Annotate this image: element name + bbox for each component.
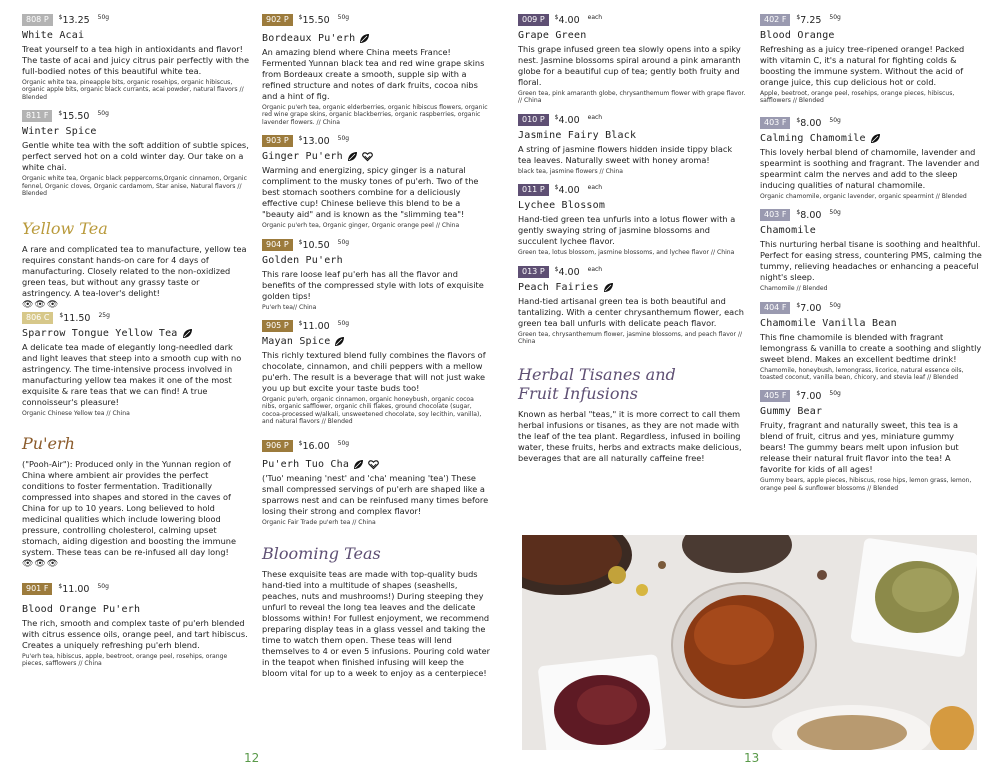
tea-name: White Acai xyxy=(22,30,85,41)
tea-mayan-spice xyxy=(262,320,490,426)
section-title-puerh: Pu'erh xyxy=(22,433,75,453)
tea-grape-green xyxy=(518,14,746,105)
product-code: 010 P xyxy=(518,114,549,126)
page-number-right: 13 xyxy=(744,751,760,765)
tea-peach-fairies xyxy=(518,266,746,346)
tea-name: Lychee Blossom xyxy=(518,200,606,212)
tea-name: Grape Green xyxy=(518,30,587,41)
leaf-icon xyxy=(334,336,345,347)
leaf-icon xyxy=(359,33,370,44)
product-code: 901 F xyxy=(22,583,52,595)
tea-sparrow-tongue xyxy=(22,312,250,417)
tea-description: Treat yourself to a tea high in antioxidants and flavor! The taste of acai and juicy citrus pair perfectly with the full-bodied notes of this beautiful white tea. xyxy=(22,44,250,76)
tea-name: Peach Fairies xyxy=(518,281,599,293)
tea-name-row xyxy=(518,282,746,293)
tea-name-row xyxy=(22,328,250,339)
tea-ingredients: black tea, jasmine flowers // China xyxy=(518,167,624,175)
column-3 xyxy=(518,14,746,464)
unit: each xyxy=(587,14,603,21)
leaf-icon xyxy=(353,459,364,470)
tea-blood-orange-puerh xyxy=(22,583,250,668)
unit: 50g xyxy=(829,301,841,309)
tea-calming-chamomile xyxy=(760,117,982,200)
product-code: 905 P xyxy=(262,320,293,332)
tea-name-row xyxy=(262,151,490,162)
tea-ingredients: Organic pu'erh tea, Organic ginger, Organic orange peel // China xyxy=(262,222,460,230)
tea-winter-spice xyxy=(22,110,250,197)
tea-ingredients: Organic Chinese Yellow tea // China xyxy=(22,410,130,418)
tea-name: Winter Spice xyxy=(22,126,97,138)
product-code: 904 P xyxy=(262,239,293,251)
tea-ingredients: Green tea, lotus blossom, jasmine blossoms, and lychee flavor // China xyxy=(518,249,735,257)
price: $7.00 xyxy=(796,301,822,314)
column-1 xyxy=(22,14,250,677)
tea-jasmine-fairy-black xyxy=(518,114,746,175)
product-code: 011 P xyxy=(518,184,549,196)
tea-name-row xyxy=(262,459,490,470)
tea-ingredients: Chamomile // Blended xyxy=(760,285,828,293)
product-code: 402 F xyxy=(760,14,790,26)
price: $4.00 xyxy=(554,265,580,278)
price: $7.25 xyxy=(796,14,822,27)
tea-description: This rare loose leaf pu'erh has all the flavor and benefits of the compressed style with lots of exquisite golden tips! xyxy=(262,268,484,301)
tea-name: Chamomile Vanilla Bean xyxy=(760,317,897,329)
unit: 50g xyxy=(829,14,841,21)
tea-name-row xyxy=(262,33,490,44)
price: $7.00 xyxy=(796,390,822,403)
tea-description: This nurturing herbal tisane is soothing and healthful. Perfect for easing stress, countering PMS, calming the tummy, relieving headaches or enhancing a peaceful night's sleep. xyxy=(760,239,982,283)
tea-gummy-bear xyxy=(760,390,982,492)
tea-name: Ginger Pu'erh xyxy=(262,151,343,163)
price: $11.00 xyxy=(298,320,330,333)
tea-description: Gentle white tea with the soft addition of subtle spices, perfect served hot on a cold winter day. Our take on a white chai. xyxy=(22,140,249,173)
product-code: 013 P xyxy=(518,266,549,278)
unit: 50g xyxy=(337,14,350,21)
heart-hands-icon xyxy=(362,151,373,162)
tea-golden-puerh xyxy=(262,239,490,311)
tea-bordeaux-puerh xyxy=(262,14,490,126)
price: $13.25 xyxy=(58,14,90,27)
tea-description: An amazing blend where China meets France! Fermented Yunnan black tea and red wine grape skins from Bordeaux create a smooth, supple sip with a refined structure and notes of dark fruits, cocoa nibs and a hint of fig. xyxy=(262,47,485,101)
page-number-left: 12 xyxy=(244,751,260,765)
product-code: 806 C xyxy=(22,312,53,324)
tea-name: Jasmine Fairy Black xyxy=(518,129,637,141)
tea-ingredients: Pu'erh tea, hibiscus, apple, beetroot, orange peel, rosehips, orange pieces, safflowers // China xyxy=(22,652,228,668)
tea-description: The rich, smooth and complex taste of pu'erh blended with citrus essence oils, orange peel, and tart hibiscus. Creates a uniquely refreshing pu'erh blend. xyxy=(22,617,248,650)
unit: 50g xyxy=(829,209,841,217)
tea-description: Hand-tied artisanal green tea is both beautiful and tantalizing. With a center chrysanthemum flower, each green tea ball unfurls with delicate peach flavor. xyxy=(518,295,744,328)
tea-name-row xyxy=(760,133,982,144)
section-text-blooming-teas: These exquisite teas are made with top-quality buds hand-tied into a multitude of shapes (seashells, peaches, nuts and mushrooms!) During steeping they unfurl to reveal the long tea leaves and the delicate blossoms within! For fullest enjoyment, we recommend preparing display teas in a glass vessel and taking the time to watch them open. These teas will lend themselves to 4 or even 5 infusions. Pouring cold water in the teapot when finished infusing will keep the bloom vital for up to a week to enjoy as a centerpiece! xyxy=(262,569,491,679)
tea-name: Blood Orange Pu'erh xyxy=(22,603,141,615)
tea-ginger-puerh xyxy=(262,135,490,229)
leaf-icon xyxy=(870,133,881,144)
tea-description: Fruity, fragrant and naturally sweet, this tea is a blend of fruit, citrus and yes, miniature gummy bears! The gummy bears melt upon infusion but release their natural fruit flavor into the tea! A favorite for kids of all ages! xyxy=(760,420,959,475)
tea-name: Gummy Bear xyxy=(760,406,823,418)
product-code: 405 F xyxy=(760,390,790,402)
price: $10.50 xyxy=(298,238,330,251)
column-4 xyxy=(760,14,982,501)
price: $4.00 xyxy=(554,113,580,126)
tea-description: ('Tuo' meaning 'nest' and 'cha' meaning 'tea') These small compressed servings of pu'erh are shaped like a sparrows nest and can be reinfused many times before losing their strong and complex flavor! xyxy=(262,472,489,516)
tea-chamomile xyxy=(760,209,982,292)
eyes-icon: 👁👁👁 xyxy=(22,300,60,311)
product-code: 902 P xyxy=(262,14,293,26)
tea-name-row xyxy=(262,336,490,347)
unit: 50g xyxy=(829,116,841,124)
product-code: 403 F xyxy=(760,117,790,129)
section-text-yellow-tea: A rare and complicated tea to manufacture, yellow tea requires constant hands-on care for 4 days of manufacturing. Closely related to the non-oxidized green teas, but without any grassy taste or astringency. A tea-lover's delight! xyxy=(22,244,247,299)
product-code: 906 P xyxy=(262,440,293,452)
leaf-icon xyxy=(347,151,358,162)
section-text-herbal-tisanes: Known as herbal "teas," it is more correct to call them herbal infusions or tisanes, as they are not made with the leaf of the tea plant. Regardless, infused in boiling water, these fruits, herbs and extracts make delicious, beverages that are all naturally caffeine free! xyxy=(518,409,742,464)
tea-name: Bordeaux Pu'erh xyxy=(262,33,356,44)
tea-ingredients: Green tea, pink amaranth globe, chrysanthemum flower with grape flavor. // China xyxy=(518,90,746,105)
tea-name: Calming Chamomile xyxy=(760,132,866,144)
tea-ingredients: Pu'erh tea// China xyxy=(262,303,317,311)
unit: each xyxy=(587,113,603,121)
tea-name: Chamomile xyxy=(760,225,816,237)
tea-name: Mayan Spice xyxy=(262,336,331,348)
tea-ingredients: Green tea, chrysanthemum flower, jasmine blossoms, and peach flavor // China xyxy=(518,330,743,346)
tea-ingredients: Organic Fair Trade pu'erh tea // China xyxy=(262,518,376,526)
tea-description: A string of jasmine flowers hidden inside tippy black tea leaves. Naturally sweet with honey aroma! xyxy=(518,143,733,165)
tea-ingredients: Organic chamomile, organic lavender, organic spearmint // Blended xyxy=(760,192,967,200)
heart-hands-icon xyxy=(368,459,379,470)
tea-description: This richly textured blend fully combines the flavors of chocolate, cinnamon, and chili peppers with a mellow pu'erh. The result is a beverage that will not just wake you up but excite your taste buds too! xyxy=(262,350,486,394)
product-code: 903 P xyxy=(262,135,293,147)
tea-chamomile-vanilla-bean xyxy=(760,302,982,382)
tea-ingredients: Organic pu'erh tea, organic elderberries, organic hibiscus flowers, organic red wine grape skins, organic blackberries, organic raspberries, organic lavender flowers. // China xyxy=(262,104,488,126)
eyes-icon: 👁👁👁 xyxy=(22,558,60,569)
price: $15.50 xyxy=(58,110,90,123)
unit: 50g xyxy=(337,320,350,328)
tea-ingredients: Gummy bears, apple pieces, hibiscus, rose hips, lemon grass, lemon, orange peel & sunflower blossoms // Blended xyxy=(760,477,972,492)
section-text-puerh: ("Pooh-Air"): Produced only in the Yunnan region of China where ambient air provides the perfect conditions to foster fermentation. Traditionally compressed into shapes and stored in the caves of China for up to 10 years. Long believed to hold medicinal qualities which include lowering blood pressure, controlling cholesterol, calming upset stomach, aiding digestion and boosting the immune system. These teas can be re-infused all day long! xyxy=(22,458,237,557)
leaf-icon xyxy=(603,282,614,293)
tea-description: This grape infused green tea slowly opens into a spiky nest. Jasmine blossoms spiral around a pink amaranth globe for a beautiful cup of tea; gently both fruity and floral. xyxy=(518,44,741,87)
price: $4.00 xyxy=(554,184,580,197)
tea-photo xyxy=(522,535,977,750)
product-code: 404 F xyxy=(760,302,790,314)
tea-name: Pu'erh Tuo Cha xyxy=(262,458,350,470)
section-title-herbal-tisanes: Herbal Tisanes and Fruit Infusions xyxy=(518,365,676,404)
tea-ingredients: Apple, beetroot, orange peel, rosehips, orange pieces, hibiscus, safflowers // Blended xyxy=(760,90,955,105)
price: $15.50 xyxy=(298,14,330,27)
tea-ingredients: Chamomile, honeybush, lemongrass, licorice, natural essence oils, toasted coconut, vanilla bean, chicory, and stevia leaf // Blended xyxy=(760,366,964,382)
tea-name: Sparrow Tongue Yellow Tea xyxy=(22,328,178,340)
unit: each xyxy=(587,265,603,273)
product-code: 808 P xyxy=(22,14,53,26)
price: $11.00 xyxy=(58,582,90,595)
price: $8.00 xyxy=(796,116,822,129)
tea-description: A delicate tea made of elegantly long-needled dark and light leaves that steep into a smooth cup with no astringency. The time-intensive process involved in manufacturing yellow tea makes it one of the most exquisite & rare teas that we can find! A true connoisseur's pleasure! xyxy=(22,342,242,408)
unit: 50g xyxy=(829,390,841,398)
price: $16.00 xyxy=(298,439,330,452)
unit: 50g xyxy=(337,238,350,246)
unit: 50g xyxy=(337,439,350,447)
tea-white-acai xyxy=(22,14,250,101)
tea-ingredients: Organic white tea, pineapple bits, organic rosehips, organic hibiscus, organic apple bits, organic black currants, acai powder, natural flavors // Blended xyxy=(22,79,244,101)
tea-description: Refreshing as a juicy tree-ripened orange! Packed with vitamin C, it's a natural for fighting colds & boosting the immune system. Without the acid of orange juice, this cup delicious hot or cold. xyxy=(760,44,965,87)
tea-puerh-tuo-cha xyxy=(262,440,490,526)
tea-description: This lovely herbal blend of chamomile, lavender and spearmint is soothing and fragrant. The lavender and spearmint calm the nerves and add to the sleep inducing qualities of natural chamomile. xyxy=(760,146,980,190)
price: $11.50 xyxy=(59,312,91,325)
tea-description: Hand-tied green tea unfurls into a lotus flower with a gently swaying string of jasmine blossoms and succulent lychee flavor. xyxy=(518,214,736,247)
unit: 50g xyxy=(97,582,109,590)
price: $13.00 xyxy=(298,135,330,148)
unit: 50g xyxy=(97,110,109,118)
unit: 50g xyxy=(97,14,110,21)
leaf-icon xyxy=(182,328,193,339)
tea-lychee-blossom xyxy=(518,184,746,256)
unit: 50g xyxy=(337,135,350,143)
unit: each xyxy=(587,184,603,192)
tea-ingredients: Organic white tea, Organic black peppercorns,Organic cinnamon, Organic fennel, Organic cloves, Organic cardamom, Star anise, Natural flavors // Blended xyxy=(22,175,247,198)
price: $4.00 xyxy=(554,14,580,27)
tea-ingredients: Organic pu'erh, organic cinnamon, organic honeybush, organic cocoa nibs, organic safflower, organic chili flakes, ground chocolate (sugar, cocoa-processed w/alkali, unsweetened chocolate, soy lecithin, vanilla), and natural flavors // Blended xyxy=(262,396,482,426)
product-code: 403 F xyxy=(760,209,790,221)
tea-description: This fine chamomile is blended with fragrant lemongrass & vanilla to create a soothing and slightly sweet blend. Makes an excellent bedtime drink! xyxy=(760,331,982,364)
tea-name: Blood Orange xyxy=(760,30,835,41)
section-title-blooming-teas: Blooming Teas xyxy=(262,544,381,564)
tea-name: Golden Pu'erh xyxy=(262,254,343,266)
product-code: 009 P xyxy=(518,14,549,26)
product-code: 811 F xyxy=(22,110,52,122)
column-2 xyxy=(262,14,490,679)
tea-blood-orange xyxy=(760,14,982,105)
unit: 25g xyxy=(98,312,110,320)
section-title-yellow-tea: Yellow Tea xyxy=(22,219,108,239)
tea-description: Warming and energizing, spicy ginger is a natural compliment to the musky tones of pu'erh. Two of the best stomach soothers combine for a deliciously effective cup! Chinese believe this blend to be a "beauty aid" and is known as the "slimming tea"! xyxy=(262,165,479,220)
price: $8.00 xyxy=(796,209,822,222)
